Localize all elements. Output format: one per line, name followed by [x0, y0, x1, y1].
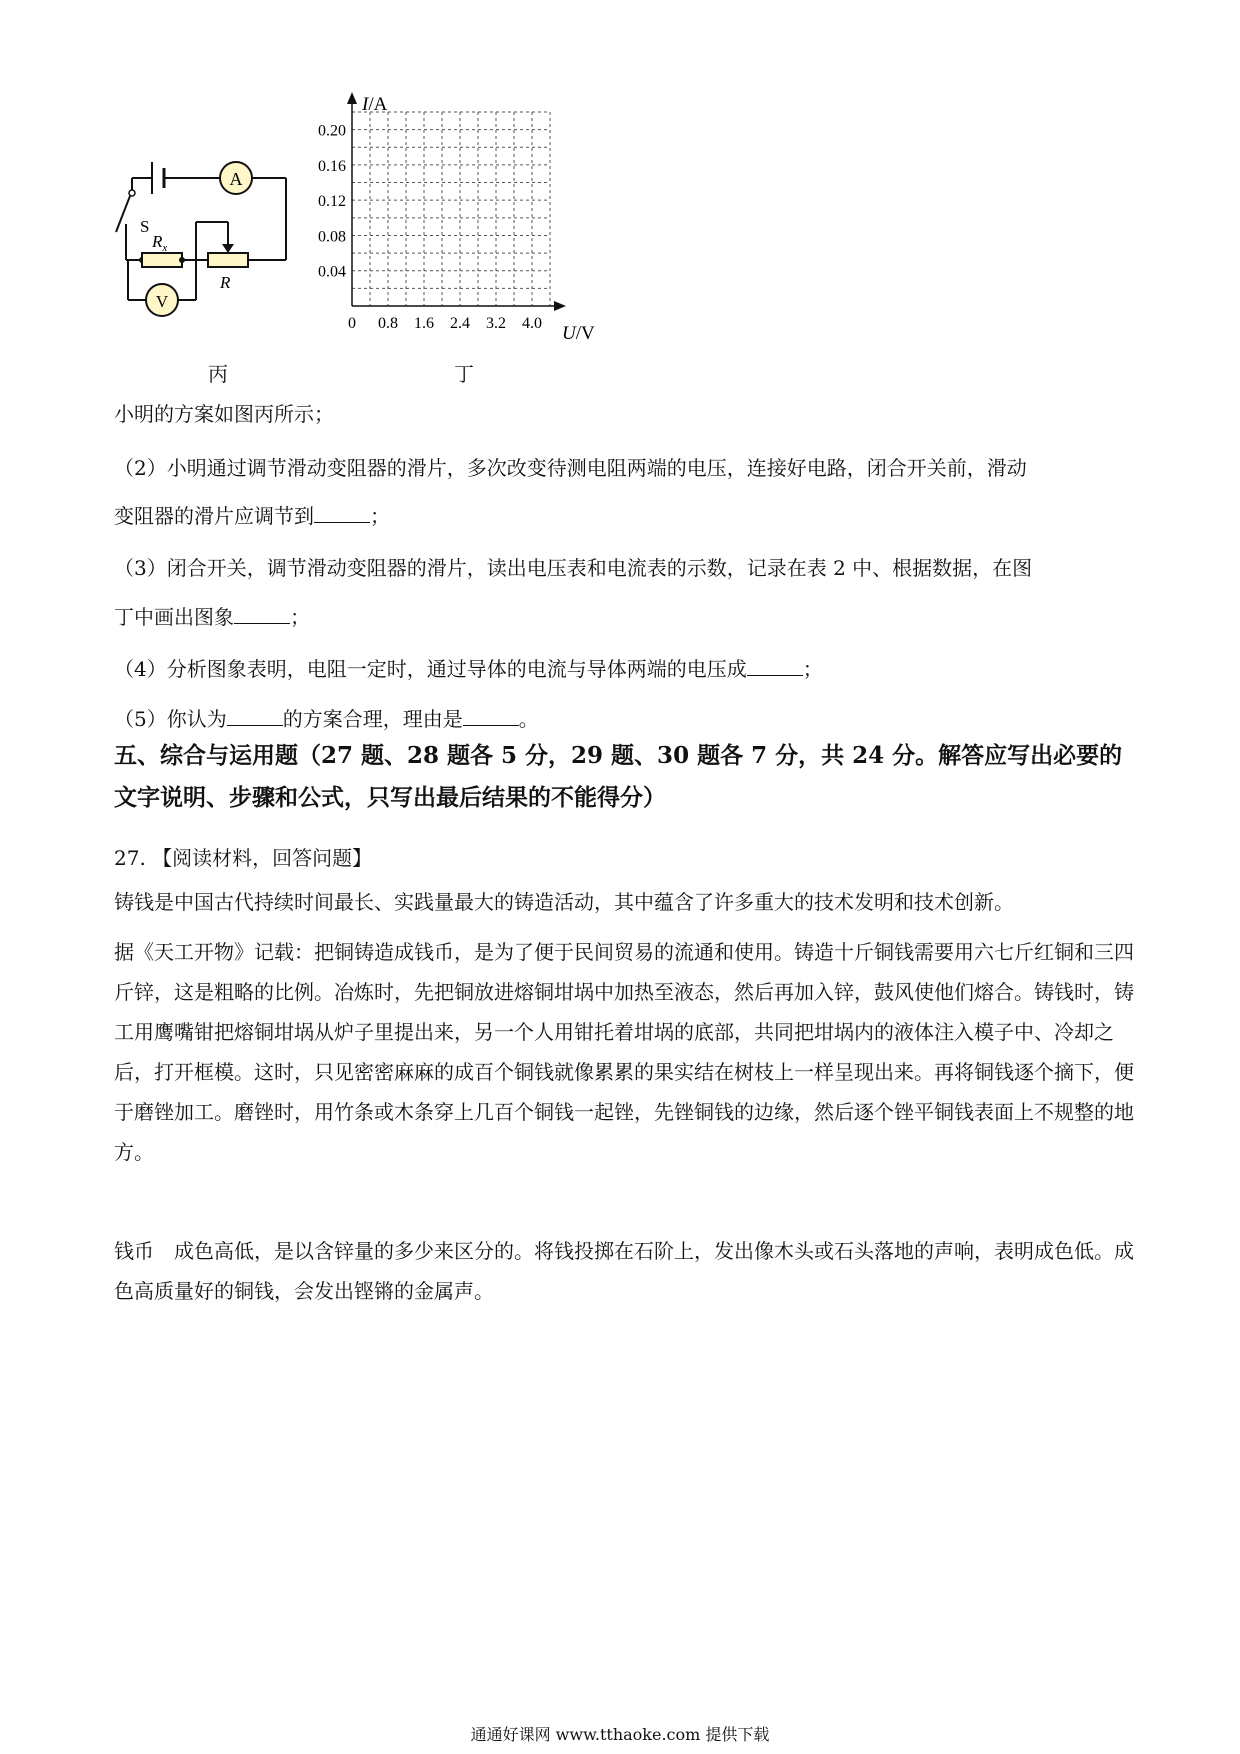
switch-blade: [116, 196, 130, 232]
figure-caption-circuit: 丙: [208, 362, 228, 386]
x-tick-label: 2.4: [450, 315, 470, 332]
paragraph-3: 钱币 成色高低，是以含锌量的多少来区分的。将钱投掷在石阶上，发出像木头或石头落地的声响，表明成色低。成色高质量好的铜钱，会发出铿锵的金属声。: [114, 1239, 1134, 1303]
answer-blank: [314, 504, 370, 523]
y-tick-label: 0.08: [318, 228, 346, 246]
answer-blank: [463, 707, 519, 726]
x-axis-label: U/V: [562, 323, 595, 344]
page-footer: 通通好课网 www.tthaoke.com 提供下载: [470, 1725, 770, 1744]
y-tick-label: 0.12: [318, 193, 346, 211]
question-27-title: 27. 【阅读材料，回答问题】: [114, 846, 373, 870]
y-tick-label: 0.04: [318, 263, 346, 281]
x-tick-label: 1.6: [414, 315, 434, 332]
svg-text:R: R: [220, 273, 231, 292]
graph-axes: [347, 92, 566, 311]
question-3-line-2: 丁中画出图象 ；: [114, 605, 310, 629]
question-5: （5）你认为 的方案合理，理由是 。: [114, 707, 539, 731]
svg-text:S: S: [140, 217, 150, 236]
svg-text:A: A: [229, 169, 243, 189]
rheostat: [208, 253, 248, 267]
switch-contact: [129, 190, 135, 196]
question-2-line-2: 变阻器的滑片应调节到 ；: [114, 504, 390, 528]
section-heading: 五、综合与运用题（27 题、28 题各 5 分，29 题、30 题各 7 分，共 24 分。解答应写出必要的文字说明、步骤和公式，只写出最后结果的不能得分）: [114, 742, 1123, 811]
x-tick-label: 0: [348, 315, 356, 332]
y-tick-label: 0.20: [318, 122, 346, 140]
x-tick-label: 0.8: [378, 315, 398, 332]
resistor-rx: [142, 253, 182, 267]
x-tick-label: 4.0: [522, 315, 542, 332]
intro-line: 小明的方案如图丙所示；: [114, 402, 334, 426]
question-3-line-1: （3）闭合开关，调节滑动变阻器的滑片，读出电压表和电流表的示数，记录在表 2 中、根据数据，在图: [114, 556, 1033, 580]
slider-arrow: [222, 244, 234, 253]
figure-caption-graph: 丁: [454, 362, 474, 386]
question-4: （4）分析图象表明，电阻一定时，通过导体的电流与导体两端的电压成 ；: [114, 657, 823, 681]
paragraph-1: 铸钱是中国古代持续时间最长、实践量最大的铸造活动，其中蕴含了许多重大的技术发明和技术创新。: [114, 890, 1014, 914]
paragraph-2: 据《天工开物》记载：把铜铸造成钱币，是为了便于民间贸易的流通和使用。铸造十斤铜钱需要用六七斤红铜和三四斤锌，这是粗略的比例。冶炼时，先把铜放进熔铜坩埚中加热至液态，然后再加入锌，鼓风使他们熔合。铸钱时，铸工用鹰嘴钳把熔铜坩埚从炉子里提出来，另一个人用钳托着坩埚的底部，共同把坩埚内的液体注入模子中、冷却之后，打开框模。这时，只见密密麻麻的成百个铜钱就像累累的果实结在树枝上一样呈现出来。再将铜钱逐个摘下，便于磨锉加工。磨锉时，用竹条或木条穿上几百个铜钱一起锉，先锉铜钱的边缘，然后逐个锉平铜钱表面上不规整的地方。: [114, 940, 1134, 1164]
iu-graph: [270, 88, 610, 348]
answer-blank: [234, 605, 290, 624]
y-axis-label: I/A: [362, 94, 388, 115]
svg-text:V: V: [155, 292, 169, 311]
y-tick-label: 0.16: [318, 157, 346, 175]
question-2-line-1: （2）小明通过调节滑动变阻器的滑片，多次改变待测电阻两端的电压，连接好电路，闭合开关前，滑动: [114, 456, 1027, 480]
answer-blank: [227, 707, 283, 726]
answer-blank: [747, 657, 803, 676]
svg-text:Rx: $R_x$: [152, 232, 168, 254]
x-tick-label: 3.2: [486, 315, 506, 332]
graph-grid: [352, 112, 550, 306]
